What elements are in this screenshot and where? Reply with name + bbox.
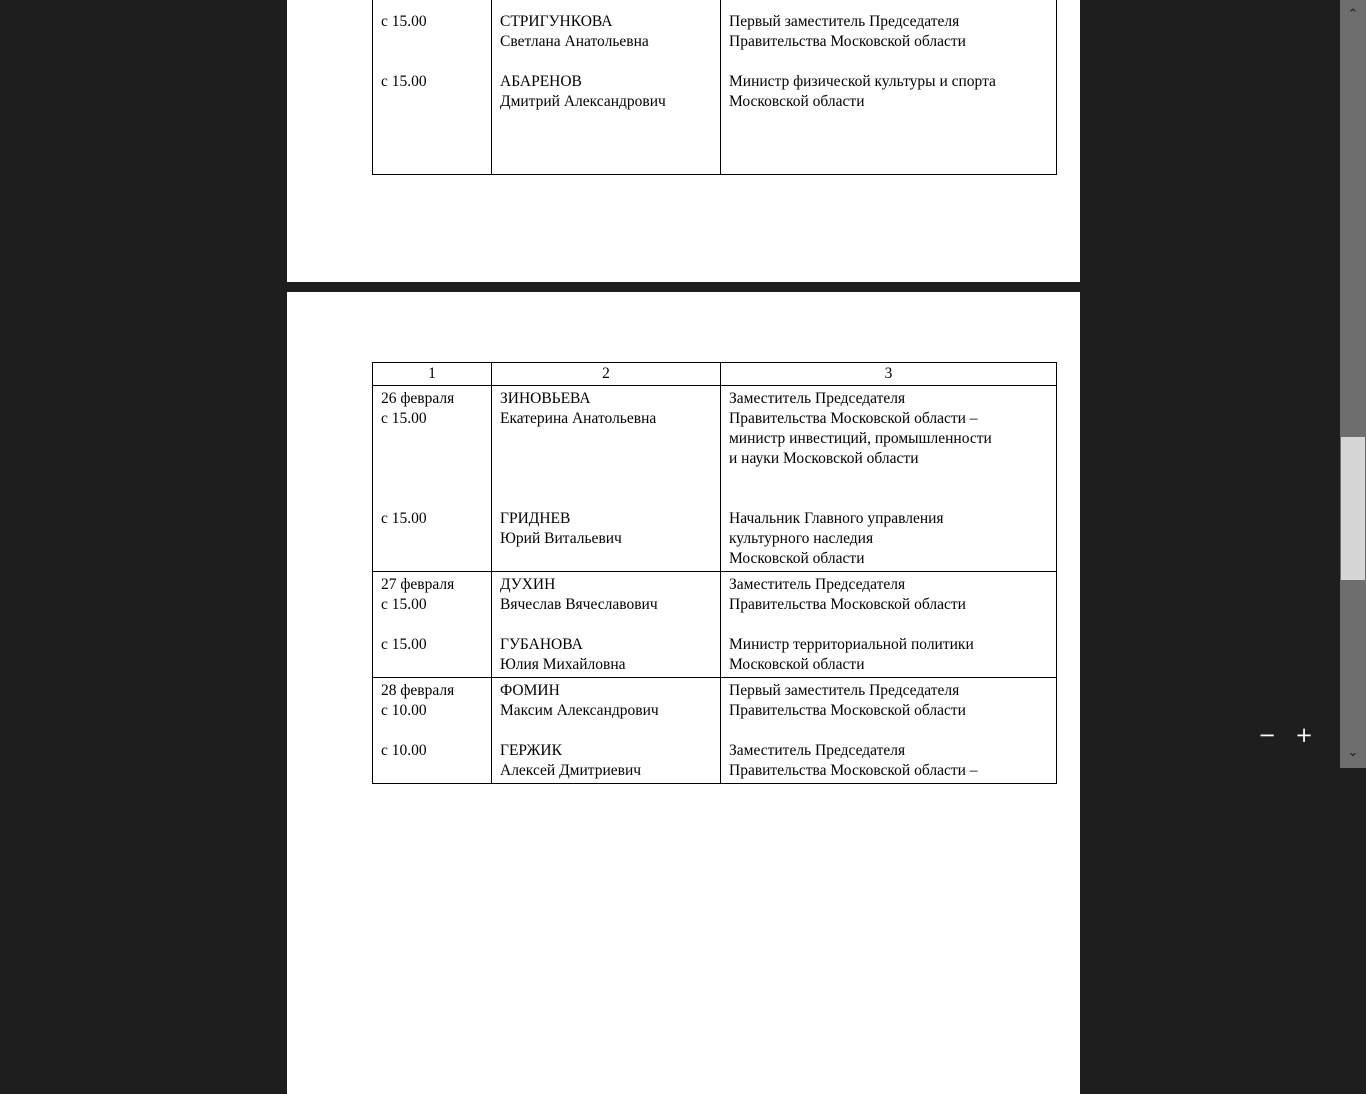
cell-text: Первый заместитель Председателя — [729, 682, 960, 699]
spacer — [381, 449, 485, 469]
spacer — [500, 429, 714, 449]
spacer — [729, 489, 1050, 509]
spacer — [381, 489, 485, 509]
cell-text: Министр физической культуры и спорта — [729, 73, 996, 90]
cell-date-time — [373, 572, 492, 678]
table-row — [373, 386, 1057, 572]
cell-text: с 15.00 — [381, 13, 427, 30]
cell-text: Заместитель Председателя — [729, 390, 906, 407]
spacer — [729, 721, 1050, 741]
scroll-up-icon[interactable]: ⌃ — [1347, 7, 1359, 22]
cell-text: Екатерина Анатольевна — [500, 410, 657, 427]
cell-text: Заместитель Председателя — [729, 742, 906, 759]
cell-text: ГЕРЖИК — [500, 742, 562, 759]
cell-text: Московской области — [729, 550, 865, 567]
spacer — [500, 52, 714, 72]
cell-text: Правительства Московской области – — [729, 410, 978, 427]
cell-text: с 15.00 — [381, 510, 427, 527]
cell-text: Министр территориальной политики — [729, 636, 974, 653]
column-number-1: 1 — [373, 363, 492, 386]
schedule-table-page-2 — [372, 362, 1057, 784]
column-number-2: 2 — [492, 363, 721, 386]
cell-date-time — [373, 0, 492, 175]
schedule-table-page-1 — [372, 0, 1057, 175]
spacer — [500, 721, 714, 741]
spacer — [500, 0, 714, 12]
cell-text: Первый заместитель Председателя — [729, 13, 960, 30]
cell-text: 26 февраля — [381, 390, 455, 407]
cell-text: Алексей Дмитриевич — [500, 762, 642, 779]
document-page-2 — [287, 292, 1080, 1094]
spacer — [381, 615, 485, 635]
cell-position — [721, 0, 1057, 175]
spacer — [500, 615, 714, 635]
spacer — [729, 469, 1050, 489]
table-row — [373, 678, 1057, 784]
cell-text: и науки Московской области — [729, 450, 919, 467]
spacer — [381, 32, 485, 52]
cell-text: ЗИНОВЬЕВА — [500, 390, 591, 407]
spacer — [500, 469, 714, 489]
column-number-3: 3 — [721, 363, 1057, 386]
cell-person-name — [492, 386, 721, 572]
cell-text: Вячеслав Вячеславович — [500, 596, 658, 613]
cell-text: Заместитель Председателя — [729, 576, 906, 593]
cell-person-name — [492, 678, 721, 784]
cell-date-time — [373, 678, 492, 784]
cell-text: министр инвестиций, промышленности — [729, 430, 992, 447]
cell-text: с 15.00 — [381, 596, 427, 613]
cell-date-time — [373, 386, 492, 572]
cell-text: Правительства Московской области – — [729, 762, 978, 779]
spacer — [729, 0, 1050, 12]
cell-text: Правительства Московской области — [729, 596, 966, 613]
zoom-in-button[interactable]: + — [1295, 723, 1313, 747]
cell-text: ГРИДНЕВ — [500, 510, 571, 527]
table-row — [373, 0, 1057, 175]
spacer — [381, 721, 485, 741]
cell-text: с 15.00 — [381, 410, 427, 427]
cell-text: культурного наследия — [729, 530, 874, 547]
cell-text: с 10.00 — [381, 702, 427, 719]
cell-position — [721, 678, 1057, 784]
cell-text: Начальник Главного управления — [729, 510, 944, 527]
spacer — [729, 112, 1050, 132]
scroll-down-icon[interactable]: ⌄ — [1347, 745, 1359, 760]
cell-position — [721, 386, 1057, 572]
spacer — [381, 0, 485, 12]
cell-text: Дмитрий Александрович — [500, 93, 666, 110]
table-row — [373, 572, 1057, 678]
spacer — [729, 152, 1050, 172]
cell-text: СТРИГУНКОВА — [500, 13, 613, 30]
spacer — [500, 449, 714, 469]
cell-text: Светлана Анатольевна — [500, 33, 649, 50]
cell-person-name — [492, 0, 721, 175]
cell-text: Максим Александрович — [500, 702, 659, 719]
vertical-scrollbar[interactable] — [1340, 0, 1366, 768]
spacer — [729, 52, 1050, 72]
cell-text: 27 февраля — [381, 576, 455, 593]
spacer — [381, 429, 485, 449]
spacer — [381, 469, 485, 489]
cell-text: ГУБАНОВА — [500, 636, 583, 653]
cell-text: ДУХИН — [500, 576, 556, 593]
cell-text: с 15.00 — [381, 636, 427, 653]
document-page-1 — [287, 0, 1080, 282]
spacer — [500, 489, 714, 509]
cell-text: с 15.00 — [381, 73, 427, 90]
cell-text: Правительства Московской области — [729, 702, 966, 719]
cell-text: Правительства Московской области — [729, 33, 966, 50]
cell-text: ФОМИН — [500, 682, 560, 699]
cell-text: Московской области — [729, 93, 865, 110]
cell-text: Юрий Витальевич — [500, 530, 622, 547]
cell-person-name — [492, 572, 721, 678]
table-header-row — [373, 363, 1057, 386]
cell-text: Юлия Михайловна — [500, 656, 626, 673]
zoom-controls — [1254, 720, 1340, 750]
scrollbar-thumb[interactable] — [1341, 437, 1365, 580]
cell-text: 28 февраля — [381, 682, 455, 699]
cell-text: Московской области — [729, 656, 865, 673]
spacer — [729, 615, 1050, 635]
spacer — [381, 52, 485, 72]
zoom-out-button[interactable]: − — [1258, 723, 1276, 747]
spacer — [729, 132, 1050, 152]
cell-text: АБАРЕНОВ — [500, 73, 582, 90]
cell-text: с 10.00 — [381, 742, 427, 759]
cell-position — [721, 572, 1057, 678]
